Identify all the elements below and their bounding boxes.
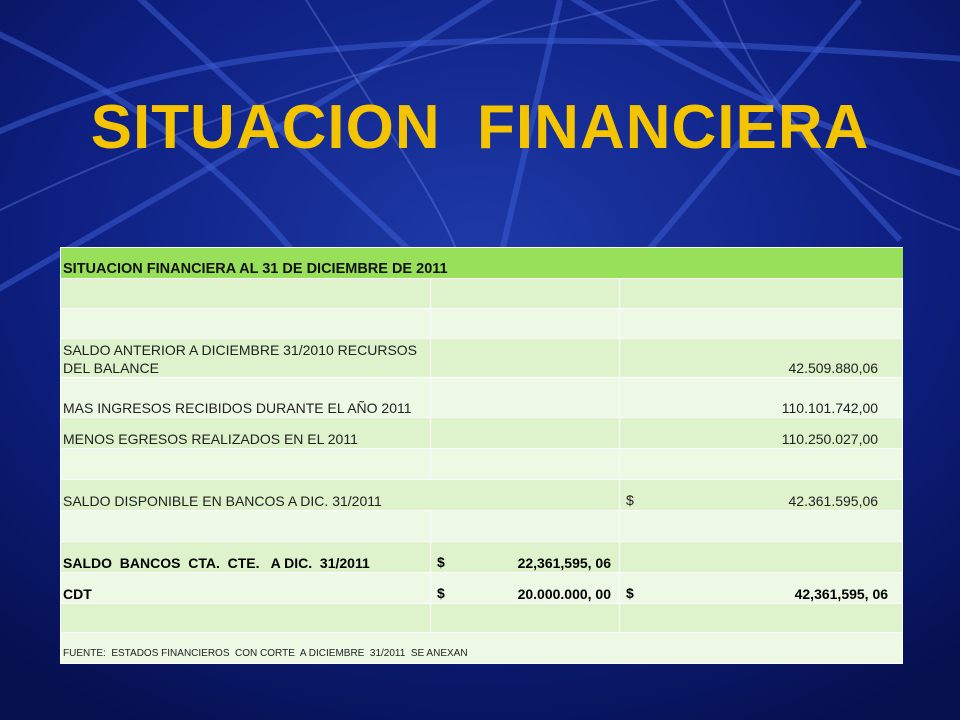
table-row [61,542,903,573]
row-col2 [431,378,620,418]
dollar-symbol: $ [626,492,634,508]
row-col2 [431,511,620,542]
row-label [61,309,431,339]
row-label: SALDO BANCOS CTA. CTE. A DIC. 31/2011 [61,542,431,573]
row-col3 [620,449,903,480]
table-footer: FUENTE: ESTADOS FINANCIEROS CON CORTE A DICIEMBRE 31/2011 SE ANEXAN [61,633,903,664]
row-label [61,449,431,480]
row-label: SALDO ANTERIOR A DICIEMBRE 31/2010 RECURSOS DEL BALANCE [61,339,431,378]
row-amount-cell [431,542,620,573]
row-amount: 42.509.880,06 [620,339,903,378]
table-header-row [61,248,903,279]
row-label [61,279,431,309]
row-amount: 110.250.027,00 [620,418,903,449]
row-amount: 22,361,595, 06 [517,555,611,571]
table-row [61,573,903,604]
row-col3 [620,309,903,339]
row-label [61,604,431,633]
row-col2 [431,418,620,449]
row-col3 [620,511,903,542]
row-col2 [431,279,620,309]
table-row [61,279,903,309]
row-col2 [431,449,620,480]
row-label [61,511,431,542]
dollar-symbol: $ [626,585,634,601]
table-row [61,511,903,542]
table-row [61,604,903,633]
table-row [61,418,903,449]
table-row [61,449,903,480]
table-row [61,378,903,418]
row-label: SALDO DISPONIBLE EN BANCOS A DIC. 31/2011 [61,480,620,511]
row-amount-cell [620,573,903,604]
row-label: MAS INGRESOS RECIBIDOS DURANTE EL AÑO 2011 [61,378,431,418]
row-col2 [431,604,620,633]
dollar-symbol: $ [437,585,445,601]
row-col2 [431,309,620,339]
table-row [61,309,903,339]
row-amount-cell [431,573,620,604]
row-col3 [620,279,903,309]
row-col3 [620,542,903,573]
row-label: CDT [61,573,431,604]
row-amount: 20.000.000, 00 [517,586,611,602]
row-amount: 110.101.742,00 [620,378,903,418]
table-header: SITUACION FINANCIERA AL 31 DE DICIEMBRE DE 2011 [61,248,903,279]
row-label: MENOS EGRESOS REALIZADOS EN EL 2011 [61,418,431,449]
dollar-symbol: $ [437,554,445,570]
row-amount: 42.361.595,06 [788,493,879,509]
financial-table [60,247,903,664]
row-col3 [620,604,903,633]
row-col2 [431,339,620,378]
table-row [61,339,903,378]
table-row [61,480,903,511]
row-amount: 42,361,595, 06 [794,586,889,602]
table-footer-row [61,633,903,664]
page-title: SITUACION FINANCIERA [90,93,870,162]
row-amount-cell [620,480,903,511]
